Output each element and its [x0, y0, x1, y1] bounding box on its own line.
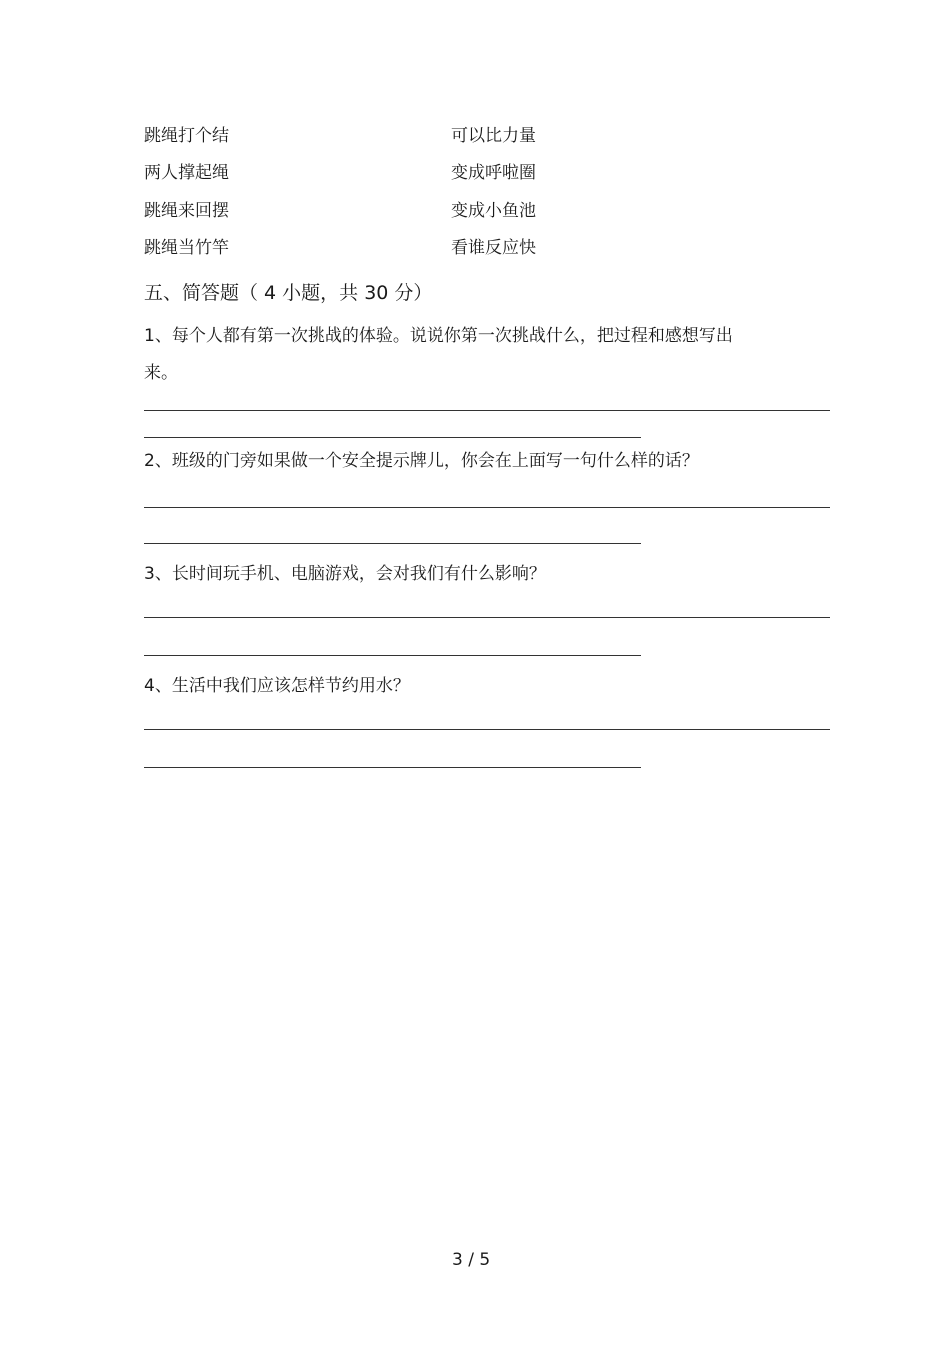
- answer-line[interactable]: [144, 767, 641, 768]
- section-title: 五、简答题（ 4 小题，共 30 分）: [144, 282, 433, 304]
- question-1-text: 1、每个人都有第一次挑战的体验。说说你第一次挑战什么，把过程和感想写出: [144, 326, 733, 346]
- match-left-item: 跳绳来回摆: [144, 201, 229, 221]
- answer-line[interactable]: [144, 437, 641, 438]
- answer-line[interactable]: [144, 507, 830, 508]
- page-number: 3 / 5: [452, 1250, 491, 1270]
- question-2-text: 2、班级的门旁如果做一个安全提示牌儿，你会在上面写一句什么样的话？: [144, 451, 699, 471]
- match-left-item: 跳绳当竹竿: [144, 238, 229, 258]
- question-4-text: 4、生活中我们应该怎样节约用水？: [144, 676, 410, 696]
- match-left-item: 两人撑起绳: [144, 163, 229, 183]
- answer-line[interactable]: [144, 410, 830, 411]
- question-3-text: 3、长时间玩手机、电脑游戏，会对我们有什么影响？: [144, 564, 546, 584]
- answer-line[interactable]: [144, 543, 641, 544]
- answer-line[interactable]: [144, 729, 830, 730]
- question-1-text-continued: 来。: [144, 363, 178, 383]
- answer-line[interactable]: [144, 617, 830, 618]
- match-right-item: 变成呼啦圈: [451, 163, 536, 183]
- match-right-item: 变成小鱼池: [451, 201, 536, 221]
- match-left-item: 跳绳打个结: [144, 126, 229, 146]
- match-right-item: 可以比力量: [451, 126, 536, 146]
- answer-line[interactable]: [144, 655, 641, 656]
- match-right-item: 看谁反应快: [451, 238, 536, 258]
